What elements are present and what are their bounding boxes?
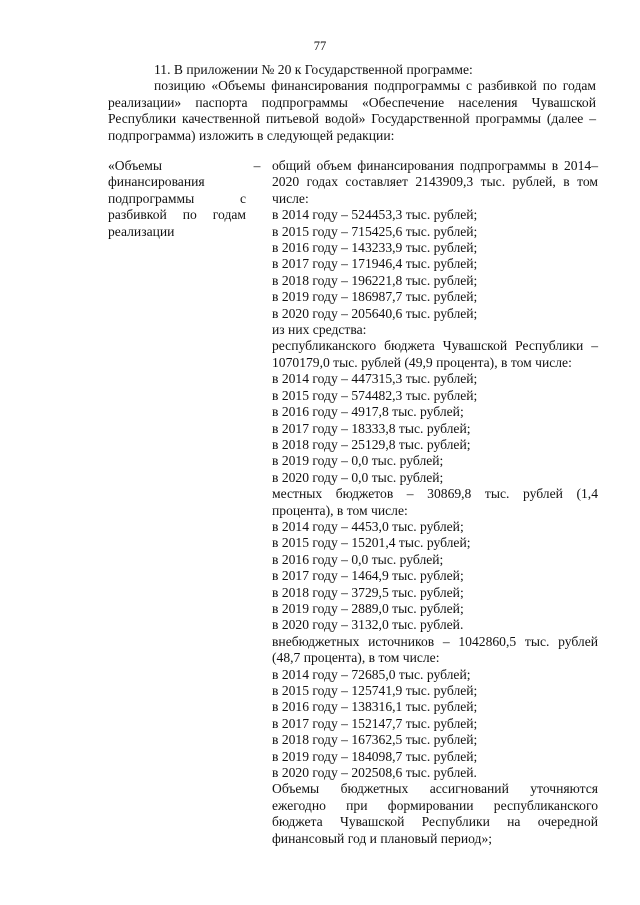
total-year-line: в 2016 году – 143233,9 тыс. рублей; — [272, 240, 478, 256]
local-year-line: в 2015 году – 15201,4 тыс. рублей; — [272, 535, 471, 551]
page-number: 77 — [313, 39, 327, 53]
extrabudgetary-sources: внебюджетных источников – 1042860,5 тыс. рублей (48,7 процента), в том числе: — [272, 633, 598, 666]
passport-value — [272, 158, 598, 847]
republic-year-line: в 2017 году – 18333,8 тыс. рублей; — [272, 420, 471, 436]
republic-year-line: в 2015 году – 574482,3 тыс. рублей; — [272, 387, 478, 403]
local-year-line: в 2014 году – 4453,0 тыс. рублей; — [272, 518, 464, 534]
republic-year-line: в 2016 году – 4917,8 тыс. рублей; — [272, 404, 464, 420]
amendment-intro — [108, 62, 596, 144]
extrabudgetary-year-line: в 2020 году – 202508,6 тыс. рублей. — [272, 765, 477, 781]
amendment-item: 11. В приложении № 20 к Государственной программе: — [154, 62, 473, 77]
total-year-line: в 2019 году – 186987,7 тыс. рублей; — [272, 289, 478, 305]
total-financing: общий объем финансирования подпрограммы в 2014–2020 годах составляет 2143909,3 тыс. рублей, в том числе: — [272, 158, 598, 206]
extrabudgetary-year-line: в 2018 году – 167362,5 тыс. рублей; — [272, 732, 478, 748]
total-year-line: в 2020 году – 205640,6 тыс. рублей; — [272, 305, 478, 321]
total-year-line: в 2018 году – 196221,8 тыс. рублей; — [272, 272, 478, 288]
extrabudgetary-year-line: в 2014 году – 72685,0 тыс. рублей; — [272, 666, 471, 682]
allocation-note: Объемы бюджетных ассигнований уточняются ежегодно при формировании республиканского бюджета Чувашской Республики на очередной финансовый год и плановый период»; — [272, 781, 598, 846]
total-year-line: в 2014 году – 524453,3 тыс. рублей; — [272, 207, 478, 223]
extrabudgetary-year-line: в 2015 году – 125741,9 тыс. рублей; — [272, 683, 478, 698]
local-year-line: в 2019 году – 2889,0 тыс. рублей; — [272, 600, 464, 616]
local-year-line: в 2016 году – 0,0 тыс. рублей; — [272, 551, 444, 567]
extrabudgetary-year-line: в 2017 году – 152147,7 тыс. рублей; — [272, 715, 478, 731]
republic-year-line: в 2019 году – 0,0 тыс. рублей; — [272, 453, 444, 469]
extrabudgetary-year-line: в 2019 году – 184098,7 тыс. рублей; — [272, 748, 478, 764]
republic-budget: республиканского бюджета Чувашской Республики – 1070179,0 тыс. рублей (49,9 процента), в том числе: — [272, 338, 598, 370]
passport-label: «Объемы финансирования подпрограммы с разбивкой по годам реализации — [108, 158, 246, 239]
local-budgets: местных бюджетов – 30869,8 тыс. рублей (1,4 процента), в том числе: — [272, 486, 598, 518]
republic-year-line: в 2018 году – 25129,8 тыс. рублей; — [272, 436, 471, 452]
republic-year-line: в 2020 году – 0,0 тыс. рублей; — [272, 469, 444, 485]
total-year-line: в 2017 году – 171946,4 тыс. рублей; — [272, 256, 478, 272]
local-year-line: в 2018 году – 3729,5 тыс. рублей; — [272, 584, 464, 600]
total-year-line: в 2015 году – 715425,6 тыс. рублей; — [272, 223, 478, 239]
sources-intro: из них средства: — [272, 322, 367, 338]
amendment-paragraph: позицию «Объемы финансирования подпрограммы с разбивкой по годам реализации» паспорта подпрограммы «Обеспечение населения Чувашской Республики качественной питьевой водой» Государственной программы (далее – подпрограмма) изложить в следующей редакции: — [108, 78, 596, 143]
extrabudgetary-year-line: в 2016 году – 138316,1 тыс. рублей; — [272, 699, 478, 715]
passport-dash: – — [253, 158, 261, 173]
republic-year-line: в 2014 году – 447315,3 тыс. рублей; — [272, 371, 478, 387]
local-year-line: в 2017 году – 1464,9 тыс. рублей; — [272, 568, 464, 584]
local-year-line: в 2020 году – 3132,0 тыс. рублей. — [272, 617, 464, 633]
